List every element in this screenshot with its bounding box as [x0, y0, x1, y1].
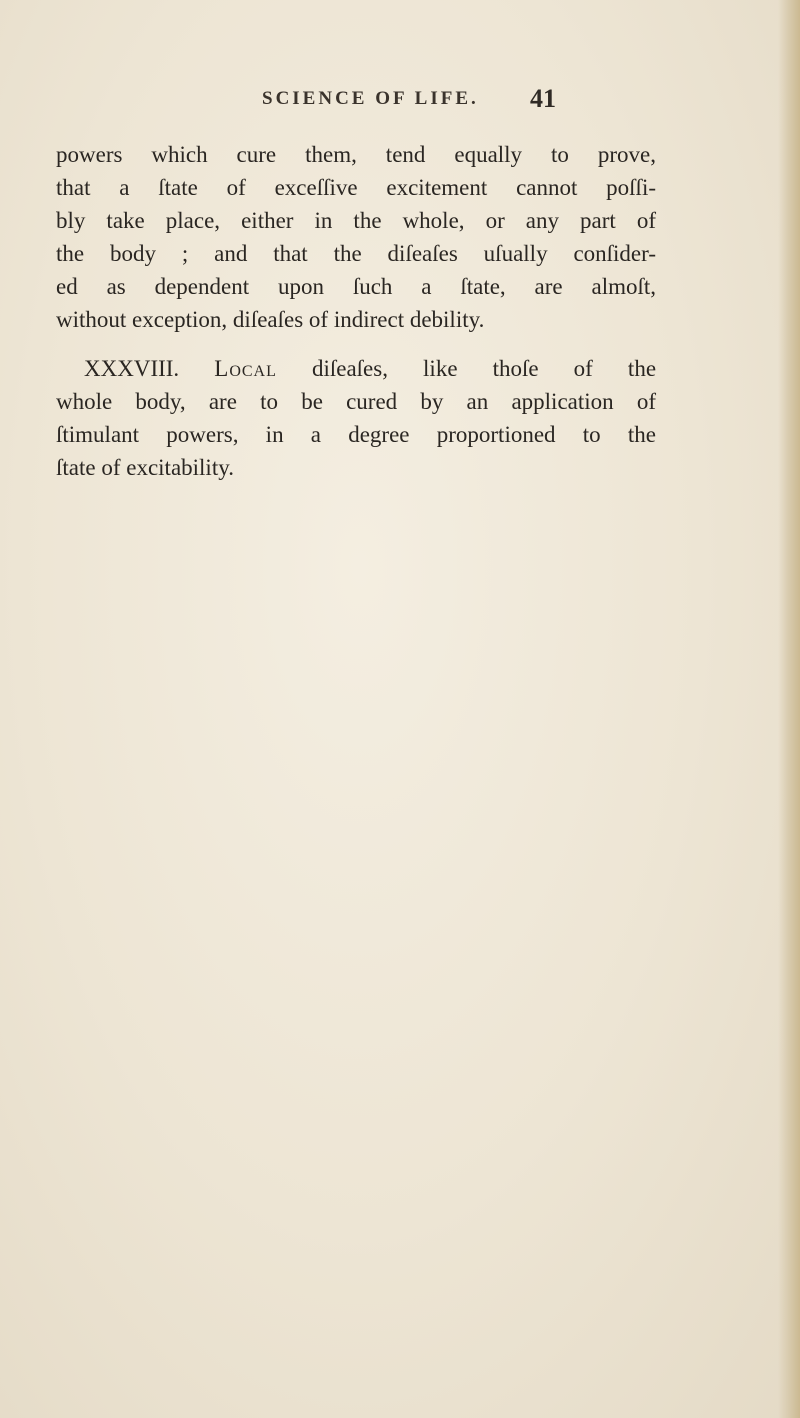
- text-line: that a ſtate of exceſſive excitement cannot poſſi-: [56, 175, 656, 200]
- text-line: ed as dependent upon ſuch a ſtate, are almoſt,: [56, 274, 656, 299]
- paragraph-2: [56, 352, 656, 484]
- paragraph-1: [56, 138, 656, 336]
- section-numeral: XXXVIII.: [84, 356, 180, 381]
- text-line: whole body, are to be cured by an application of: [56, 389, 656, 414]
- text-line: ſtimulant powers, in a degree proportioned to the: [56, 422, 656, 447]
- text-line: bly take place, either in the whole, or any part of: [56, 208, 656, 233]
- text-line: powers which cure them, tend equally to prove,: [56, 142, 656, 167]
- lead-line-rest: diſeaſes, like thoſe of the: [311, 356, 657, 381]
- text-line-lead: [56, 352, 656, 385]
- text-line: ſtate of excitability.: [56, 455, 234, 480]
- page-edge-shadow: [778, 0, 800, 1418]
- text-line: the body ; and that the diſeaſes uſually conſider-: [56, 241, 656, 266]
- running-head: SCIENCE OF LIFE.: [262, 88, 479, 109]
- text-line: without exception, diſeaſes of indirect debility.: [56, 307, 485, 332]
- paragraph-gap: [56, 336, 656, 352]
- lead-word: Local: [214, 356, 277, 381]
- page-number: 41: [530, 84, 556, 113]
- body-text: [56, 138, 656, 484]
